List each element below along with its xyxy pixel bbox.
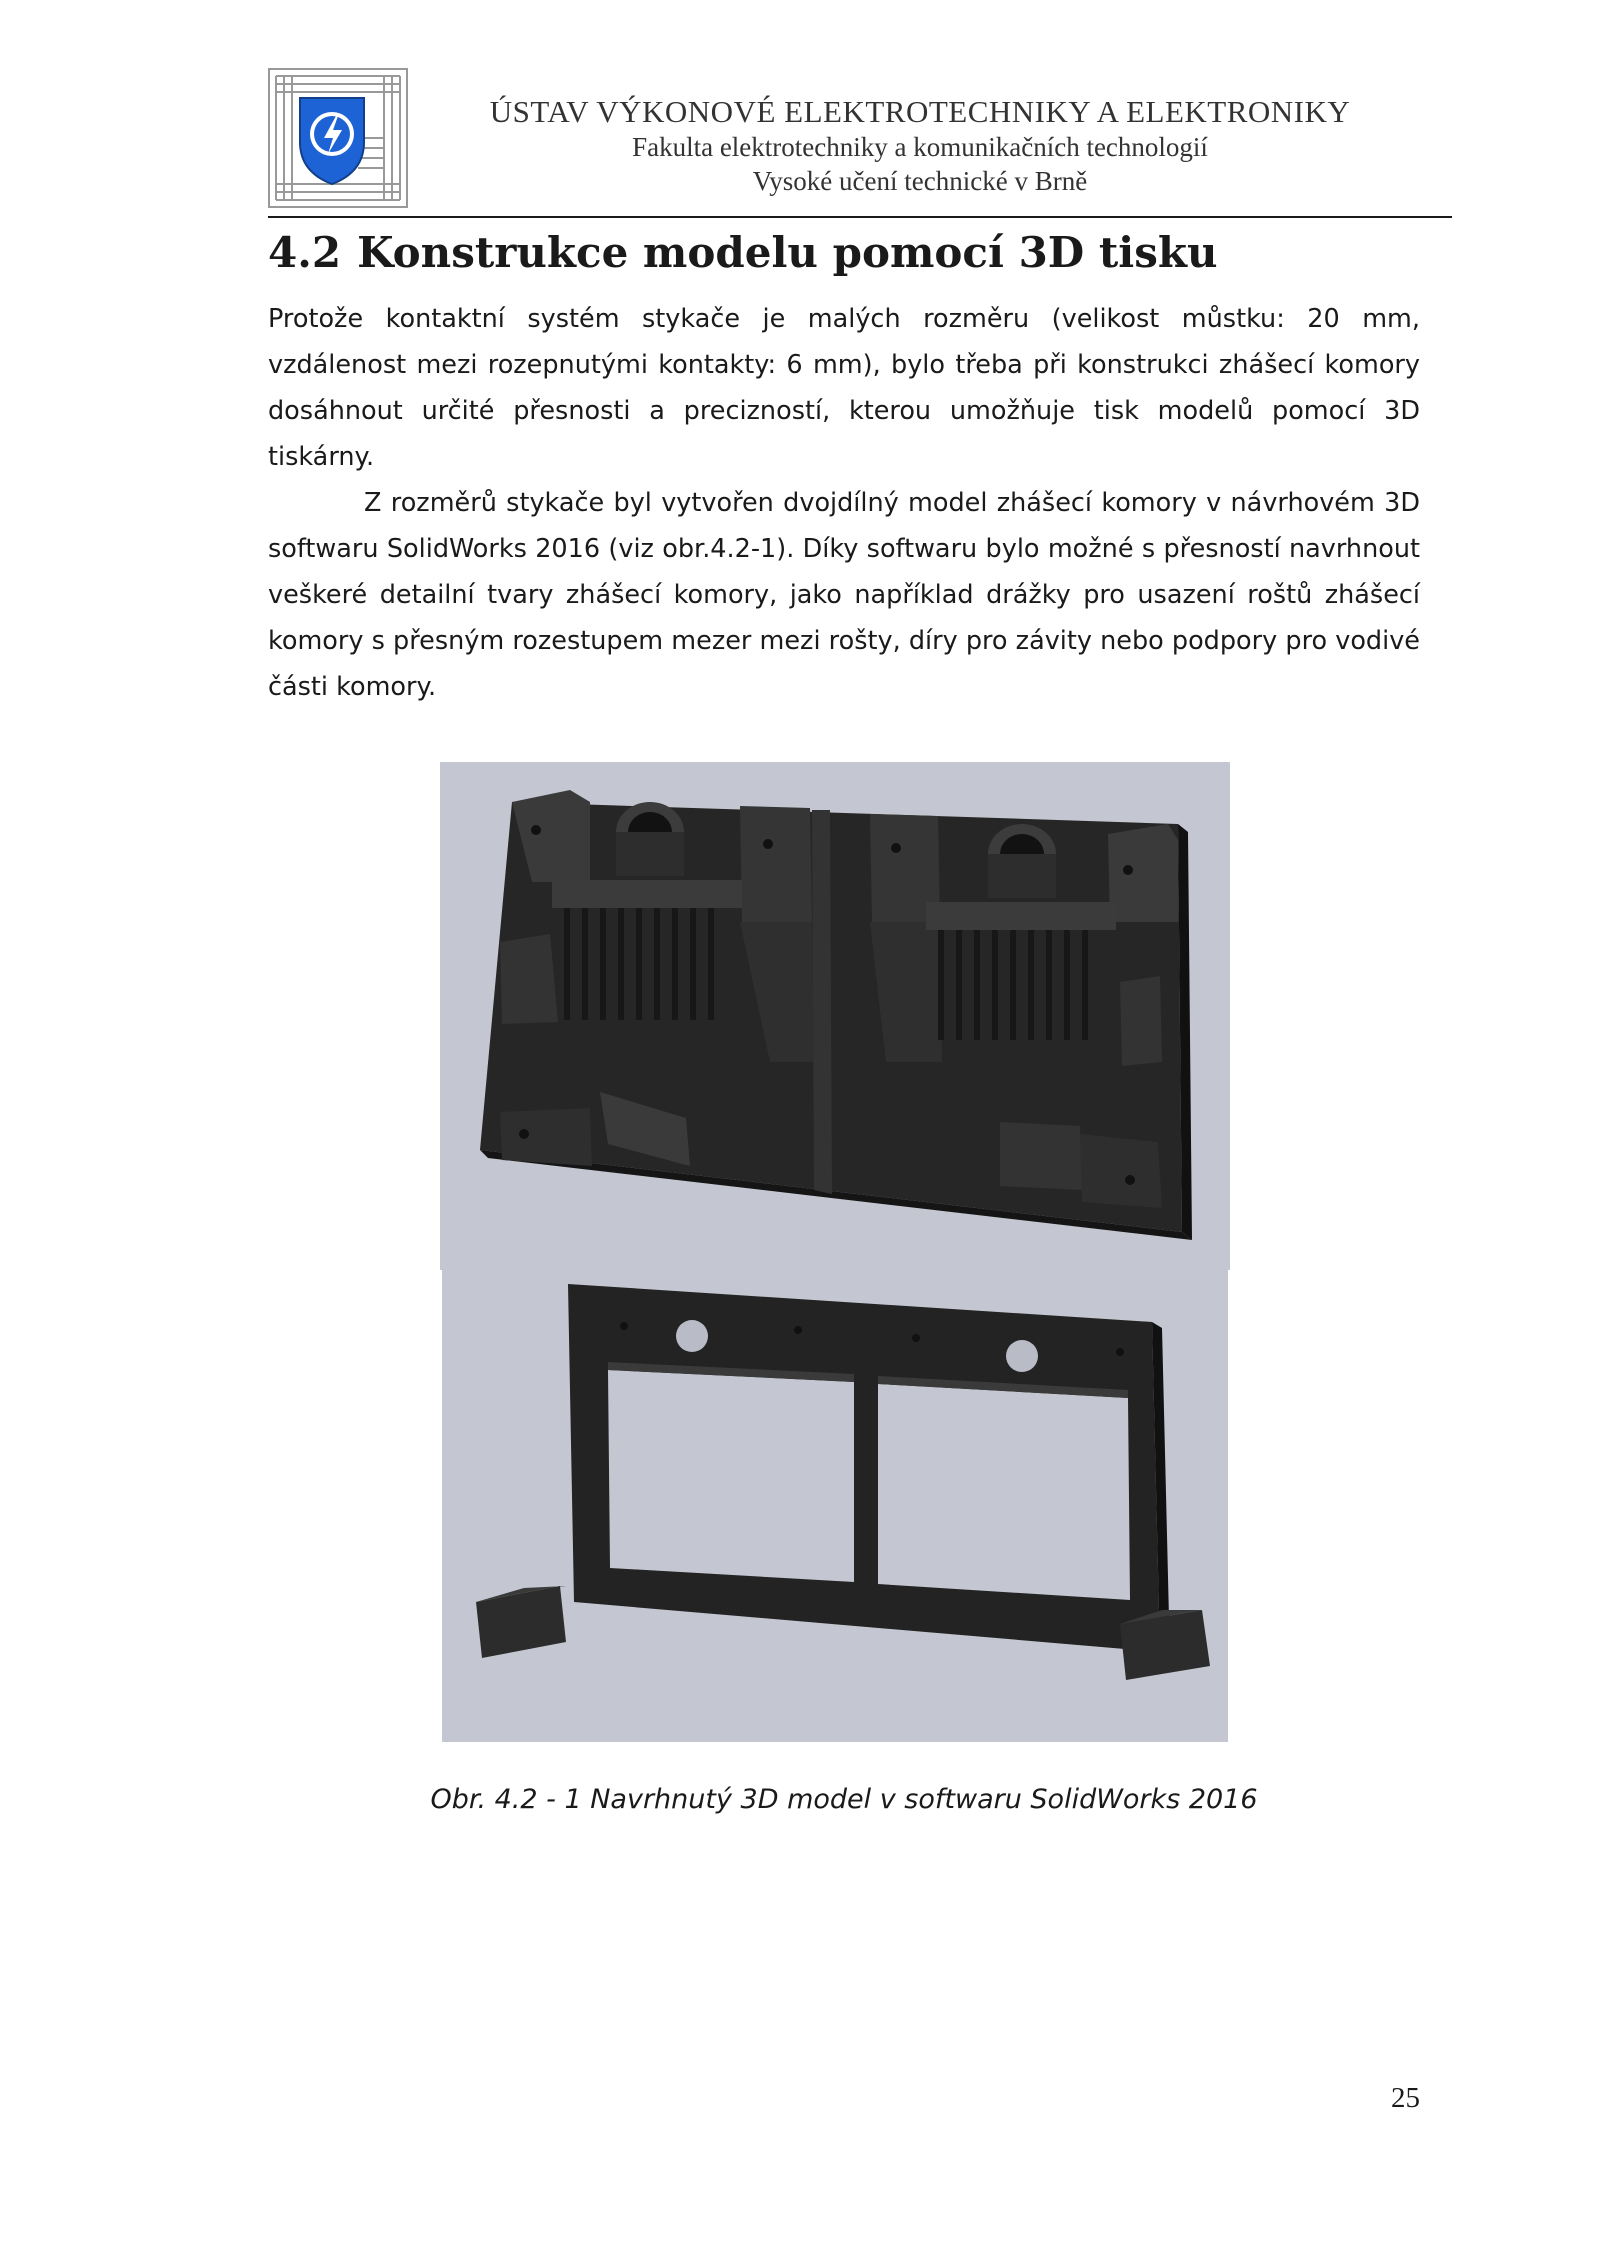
page-number: 25 [1391, 2082, 1420, 2114]
document-header [420, 94, 1420, 198]
paragraph-2: Z rozměrů stykače byl vytvořen dvojdílný model zhášecí komory v návrhovém 3D softwaru SolidWorks 2016 (viz obr.4.2-1). Díky softwaru bylo možné s přesností navrhnout veškeré detailní tvary zhášecí komory, jako například drážky pro usazení roštů zhášecí komory s přesným rozestupem mezer mezi rošty, díry pro závity nebo podpory pro vodivé části komory. [268, 488, 1420, 702]
figure-3d-model [440, 762, 1230, 1742]
section-title: Konstrukce modelu pomocí 3D tisku [357, 228, 1218, 277]
header-rule [268, 216, 1452, 218]
university-name: Vysoké učení technické v Brně [752, 166, 1088, 196]
section-heading [268, 228, 1452, 277]
paragraph-1: Protože kontaktní systém stykače je malých rozměru (velikost můstku: 20 mm, vzdálenost mezi rozepnutými kontakty: 6 mm), bylo třeba při konstrukci zhášecí komory dosáhnout určité přesnosti a precizností, kterou umožňuje tisk modelů pomocí 3D tiskárny. [268, 304, 1420, 472]
figure-caption: Obr. 4.2 - 1 Navrhnutý 3D model v softwaru SolidWorks 2016 [430, 1784, 1258, 1815]
body-text [268, 296, 1420, 710]
faculty-logo [268, 68, 408, 208]
institute-name: ÚSTAV VÝKONOVÉ ELEKTROTECHNIKY A ELEKTRONIKY [489, 94, 1351, 129]
faculty-name: Fakulta elektrotechniky a komunikačních technologií [632, 132, 1208, 162]
section-number: 4.2 [268, 228, 342, 277]
